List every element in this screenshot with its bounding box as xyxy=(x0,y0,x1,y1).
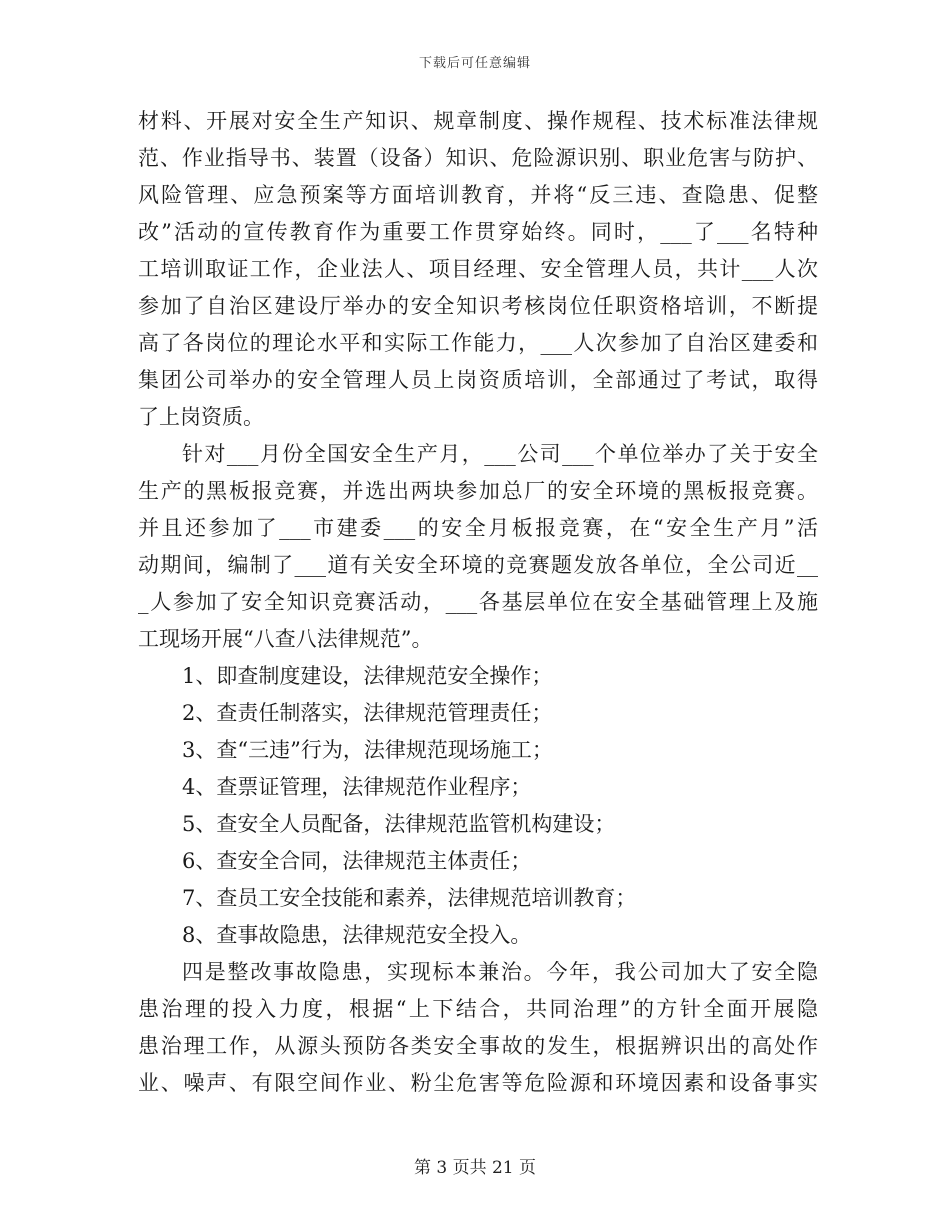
body-line: 患治理工作，从源头预防各类安全事故的发生，根据辨识出的高处作 xyxy=(138,1034,818,1058)
body-line: 业、噪声、有限空间作业、粉尘危害等危险源和环境因素和设备事实 xyxy=(138,1071,818,1095)
body-line: 工培训取证工作，企业法人、项目经理、安全管理人员，共计___人次 xyxy=(138,257,818,281)
body-line: 集团公司举办的安全管理人员上岗资质培训，全部通过了考试，取得 xyxy=(138,368,818,392)
body-line: 针对___月份全国安全生产月，___公司___个单位举办了关于安全 xyxy=(182,442,818,466)
list-item: 4、查票证管理，法律规范作业程序； xyxy=(182,775,532,799)
body-line: 四是整改事故隐患，实现标本兼治。今年，我公司加大了安全隐 xyxy=(182,960,818,984)
body-line: 患治理的投入力度，根据“上下结合，共同治理”的方针全面开展隐 xyxy=(138,997,818,1021)
body-line: 了上岗资质。 xyxy=(138,405,264,429)
body-line: 风险管理、应急预案等方面培训教育，并将“反三违、查隐患、促整 xyxy=(138,183,818,207)
list-item: 1、即查制度建设，法律规范安全操作； xyxy=(182,664,553,688)
body-line: 并且还参加了___市建委___的安全月板报竞赛，在“安全生产月”活 xyxy=(138,516,818,540)
body-line: 范、作业指导书、装置（设备）知识、危险源识别、职业危害与防护、 xyxy=(138,146,818,170)
list-item: 5、查安全人员配备，法律规范监管机构建设； xyxy=(182,812,616,836)
body-line: 高了各岗位的理论水平和实际工作能力，___人次参加了自治区建委和 xyxy=(138,331,818,355)
list-item: 6、查安全合同，法律规范主体责任； xyxy=(182,849,532,873)
body-line: _人参加了安全知识竞赛活动，___各基层单位在安全基础管理上及施 xyxy=(138,590,818,614)
body-line: 动期间，编制了___道有关安全环境的竞赛题发放各单位，全公司近__ xyxy=(138,553,818,577)
list-item: 8、查事故隐患，法律规范安全投入。 xyxy=(182,923,532,947)
body-line: 工现场开展“八查八法律规范”。 xyxy=(138,627,433,651)
body-line: 生产的黑板报竞赛，并选出两块参加总厂的安全环境的黑板报竞赛。 xyxy=(138,479,818,503)
body-line: 材料、开展对安全生产知识、规章制度、操作规程、技术标准法律规 xyxy=(138,109,818,133)
body-line: 参加了自治区建设厅举办的安全知识考核岗位任职资格培训，不断提 xyxy=(138,294,818,318)
list-item: 2、查责任制落实，法律规范管理责任； xyxy=(182,701,553,725)
document-body xyxy=(138,103,818,1102)
download-note: 下载后可任意编辑 xyxy=(418,56,531,71)
body-line: 改”活动的宣传教育作为重要工作贯穿始终。同时，___了___名特种 xyxy=(138,220,818,244)
list-item: 3、查“三违”行为，法律规范现场施工； xyxy=(182,738,553,762)
page-number: 第 3 页共 21 页 xyxy=(413,1158,537,1178)
list-item: 7、查员工安全技能和素养，法律规范培训教育； xyxy=(182,886,637,910)
